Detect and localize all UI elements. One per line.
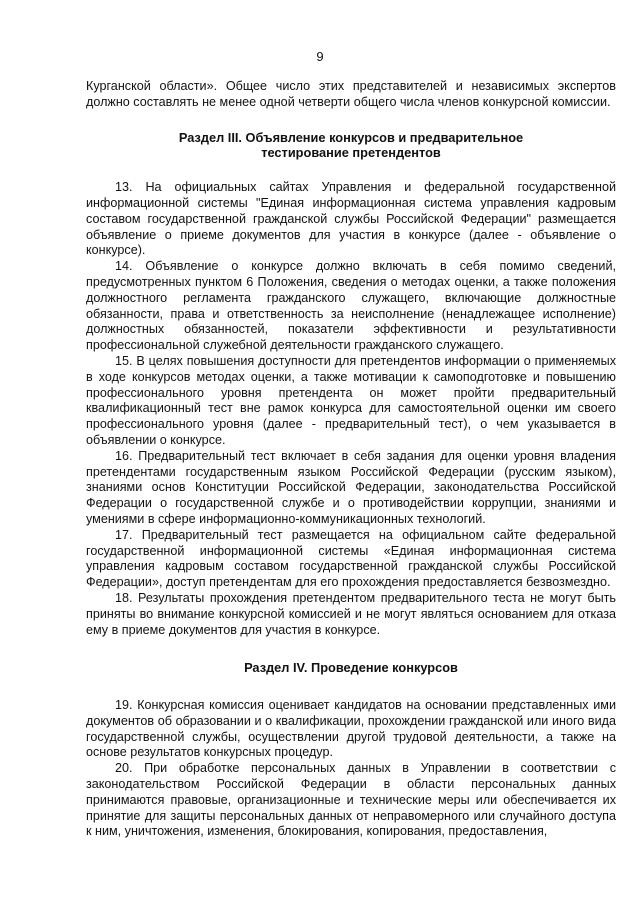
paragraph-15: 15. В целях повышения доступности для претендентов информации о применяемых в ходе конкурсов методах оценки, а также мотивации к самоподготовке и повышению профессионального уровня претендента он может пройти предварительный квалификационный тест вне рамок конкурса для самостоятельной оценки им своего профессионального уровня (далее - предварительный тест), о чем указывается в объявлении о конкурсе. — [86, 353, 616, 447]
paragraph-14: 14. Объявление о конкурсе должно включать в себя помимо сведений, предусмотренных пунктом 6 Положения, сведения о методах оценки, а также положения должностного регламента гражданского служащего, включающие должностные обязанности, права и ответственность за неисполнение (ненадлежащее исполнение) должностных обязанностей, показатели эффективности и результативности профессиональной служебной деятельности гражданского служащего. — [86, 259, 616, 353]
section-3-title-line-1: Раздел III. Объявление конкурсов и предварительное — [178, 129, 524, 145]
paragraph-18: 18. Результаты прохождения претендентом предварительного теста не могут быть приняты во внимание конкурсной комиссией и не могут являться основанием для отказа ему в приеме документов для участия в конкурсе. — [86, 590, 616, 637]
section-3-heading — [86, 130, 616, 162]
section-4-heading: Раздел IV. Проведение конкурсов — [244, 660, 458, 676]
page-number: 9 — [316, 49, 324, 64]
paragraph-13: 13. На официальных сайтах Управления и федеральной государственной информационной системы "Единая информационная система управления кадровым составом государственной гражданской службы Российской Федерации" размещается объявление о приеме документов для участия в конкурсе (далее - объявление о конкурсе). — [86, 180, 616, 258]
paragraph-20: 20. При обработке персональных данных в Управлении в соответствии с законодательством Российской Федерации в области персональных данных принимаются правовые, организационные и технические меры или обеспечивается их принятие для защиты персональных данных от неправомерного или случайного доступа к ним, уничтожения, изменения, блокирования, копирования, предоставления, — [86, 761, 616, 839]
paragraph-19: 19. Конкурсная комиссия оценивает кандидатов на основании представленных ими документов об образовании и о квалификации, прохождении гражданской или иного вида государственной службы, осуществлении другой трудовой деятельности, а также на основе результатов конкурсных процедур. — [86, 698, 616, 760]
document-body — [86, 79, 616, 840]
section-3-title-line-2: тестирование претендентов — [261, 145, 441, 161]
paragraph-continuation: Курганской области». Общее число этих представителей и независимых экспертов должно составлять не менее одной четверти общего числа членов конкурсной комиссии. — [86, 79, 616, 109]
paragraph-17: 17. Предварительный тест размещается на официальном сайте федеральной государственной информационной системы «Единая информационная система управления кадровым составом государственной гражданской службы Российской Федерации», доступ претендентам для его прохождения предоставляется безвозмездно. — [86, 527, 616, 590]
paragraph-16: 16. Предварительный тест включает в себя задания для оценки уровня владения претендентами государственным языком Российской Федерации (русским языком), знаниями основ Конституции Российской Федерации, законодательства Российской Федерации о государственной службе и о противодействии коррупции, знаниями и умениями в сфере информационно-коммуникационных технологий. — [86, 448, 616, 526]
